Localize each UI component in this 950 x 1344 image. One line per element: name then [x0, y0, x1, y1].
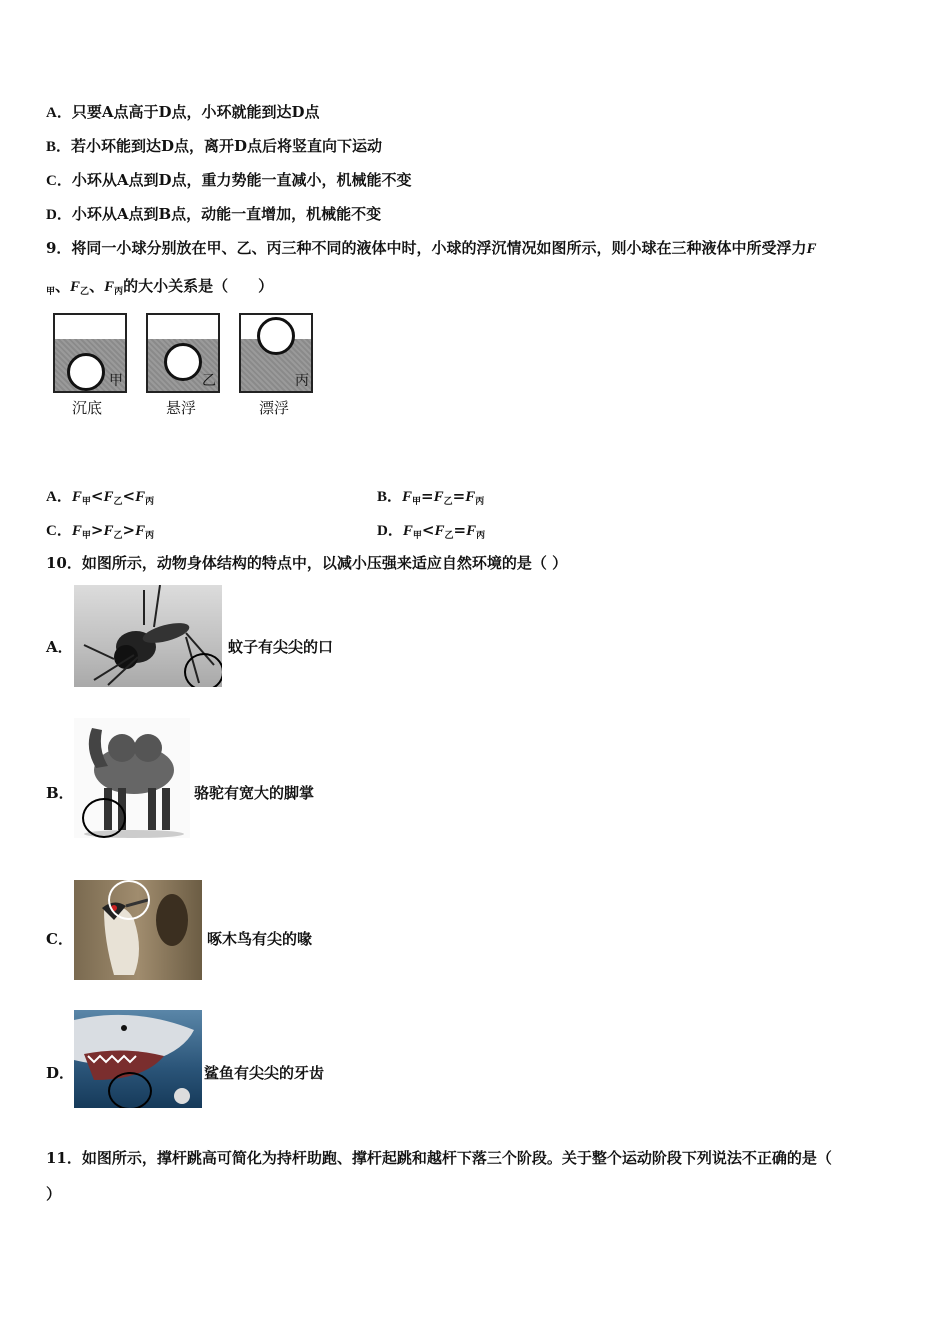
q9-option-c: C．$F_甲>F_乙>F_丙$: [46, 521, 155, 541]
q11-stem-line1: 11．如图所示，撑杆跳高可简化为持杆助跑、撑杆起跳和越杆下落三个阶段。关于整个运动阶段下列说法不正确的是（: [46, 1149, 832, 1167]
shark-photo: [74, 1010, 202, 1108]
q10-option-a-text: 蚊子有尖尖的口: [228, 638, 334, 656]
ball-suspend: [164, 343, 202, 381]
ball-sink: [67, 353, 105, 391]
q10-stem: 10．如图所示，动物身体结构的特点中，以减小压强来适应自然环境的是（ ）: [46, 554, 568, 572]
q9-stem-line1: 9．将同一小球分别放在甲、乙、丙三种不同的液体中时，小球的浮沉情况如图所示，则小球在三种液体中所受浮力F: [46, 239, 817, 257]
q10-option-b-text: 骆驼有宽大的脚掌: [194, 784, 315, 802]
q8-option-d: D．小环从A点到B点，动能一直增加，机械能不变: [46, 205, 382, 223]
beaker-float: 丙: [239, 313, 313, 393]
q10-option-d-text: 鲨鱼有尖尖的牙齿: [204, 1064, 325, 1082]
highlight-circle: [184, 653, 222, 687]
highlight-circle: [108, 1072, 152, 1108]
q9-option-b: B．$F_甲=F_乙=F_丙$: [377, 487, 485, 507]
caption-suspend: 悬浮: [166, 399, 197, 417]
q8-option-b: B．若小环能到达D点，离开D点后将竖直向下运动: [46, 137, 383, 155]
caption-float: 漂浮: [259, 399, 290, 417]
woodpecker-photo: [74, 880, 202, 980]
q10-option-a-label: A．: [46, 638, 73, 656]
q9-option-a: A．$F_甲<F_乙<F_丙$: [46, 487, 155, 507]
q10-option-b-label: B．: [46, 784, 74, 802]
beaker-suspend: 乙: [146, 313, 220, 393]
q11-stem-line2: ）: [46, 1185, 62, 1203]
highlight-circle: [108, 880, 150, 920]
mosquito-photo: [74, 585, 222, 687]
q10-option-d-label: D．: [46, 1064, 75, 1082]
highlight-circle: [82, 798, 126, 838]
camel-photo: [74, 718, 190, 838]
caption-sink: 沉底: [72, 399, 103, 417]
q10-option-c-text: 啄木鸟有尖的喙: [207, 930, 313, 948]
q8-option-a: A．只要A点高于D点，小环就能到达D点: [46, 103, 320, 121]
ball-float: [257, 317, 295, 355]
q10-option-c-label: C．: [46, 930, 73, 948]
q9-stem-line2: $_甲$、$F_乙$、$F_丙$的大小关系是（ ）: [46, 277, 274, 297]
q8-option-c: C．小环从A点到D点，重力势能一直减小，机械能不变: [46, 171, 412, 189]
beaker-sink: 甲: [53, 313, 127, 393]
q9-option-d: D．$F_甲<F_乙=F_丙$: [377, 521, 486, 541]
